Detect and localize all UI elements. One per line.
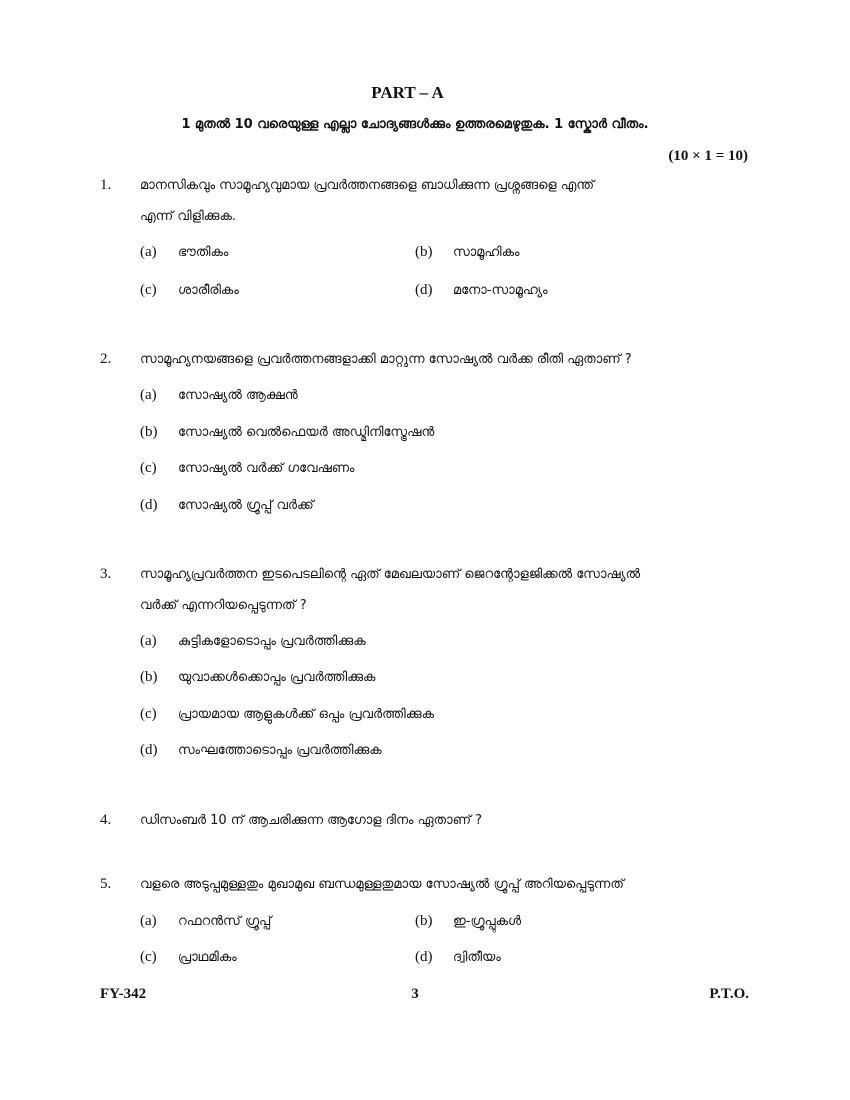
question-text-line: മാനസികവും സാമൂഹ്യവുമായ പ്രവർത്തനങ്ങളെ ബാധിക്കുന്ന പ്രശ്നങ്ങളെ എന്ത് [140, 178, 595, 193]
option-label: (b) [140, 424, 158, 440]
option-label: (d) [140, 742, 158, 758]
option-text: സാമൂഹികം [453, 245, 520, 260]
option-label: (d) [415, 282, 433, 298]
option-label: (d) [415, 949, 433, 965]
option-label: (c) [140, 706, 157, 722]
option-label: (c) [140, 949, 157, 965]
please-turn-over: P.T.O. [709, 986, 749, 1002]
option-label: (b) [415, 913, 433, 929]
option-text: റഫറൻസ് ഗ്രൂപ്പ് [178, 914, 272, 929]
question-number: 3. [100, 566, 112, 582]
option-label: (d) [140, 497, 158, 513]
question-text-line: സാമൂഹ്യനയങ്ങളെ പ്രവർത്തനങ്ങളാക്കി മാറ്റുന്ന സോഷ്യൽ വർക്ക രീതി ഏതാണ് ? [140, 352, 632, 367]
option-text: പ്രായമായ ആളുകൾക്ക് ഒപ്പം പ്രവർത്തിക്കുക [178, 707, 434, 722]
option-text: ശാരീരികം [178, 283, 239, 298]
option-label: (a) [140, 913, 157, 929]
question-text-line: വർക്ക് എന്നറിയപ്പെടുന്നത് ? [140, 598, 307, 613]
option-text: സംഘത്തോടൊപ്പം പ്രവർത്തിക്കുക [178, 743, 382, 758]
question-number: 4. [100, 812, 112, 828]
option-label: (a) [140, 244, 157, 260]
question-text-line: സാമൂഹ്യപ്രവർത്തന ഇടപെടലിന്റെ ഏത് മേഖലയാണ് ജെറന്റോളജിക്കൽ സോഷ്യൽ [140, 567, 641, 582]
option-text: ദ്വിതീയം [453, 950, 501, 965]
option-text: കുട്ടികളോടൊപ്പം പ്രവർത്തിക്കുക [178, 634, 366, 649]
option-label: (c) [140, 460, 157, 476]
option-text: സോഷ്യൽ ഗ്രൂപ്പ് വർക്ക് [178, 498, 314, 513]
paper-code: FY-342 [100, 986, 147, 1002]
option-text: സോഷ്യൽ ആക്ഷൻ [178, 388, 298, 403]
option-text: സോഷ്യൽ വർക്ക് ഗവേഷണം [178, 461, 355, 476]
question-text-line: വളരെ അടുപ്പമുള്ളതും മുഖാമുഖ ബന്ധമുള്ളതുമായ സോഷ്യൽ ഗ്രൂപ്പ് അറിയപ്പെടുന്നത് [140, 877, 624, 892]
option-text: ഇ-ഗ്രൂപ്പുകൾ [453, 914, 522, 929]
question-text-line: എന്ന് വിളിക്കുക. [140, 209, 237, 224]
question-number: 1. [100, 177, 112, 193]
option-label: (b) [140, 669, 158, 685]
option-text: സോഷ്യൽ വെൽഫെയർ അഡ്മിനിസ്ട്രേഷൻ [178, 425, 435, 440]
option-label: (b) [415, 244, 433, 260]
page-number: 3 [411, 986, 419, 1002]
option-text: പ്രാഥമികം [178, 950, 237, 965]
question-number: 5. [100, 876, 112, 892]
option-text: മനോ-സാമൂഹ്യം [453, 283, 548, 298]
part-title: PART – A [371, 83, 444, 102]
question-text-line: ഡിസംബർ 10 ന് ആചരിക്കുന്ന ആഗോള ദിനം ഏതാണ് ? [140, 813, 483, 828]
option-label: (c) [140, 282, 157, 298]
marks-allocation: (10 × 1 = 10) [668, 148, 748, 164]
option-text: യുവാക്കൾക്കൊപ്പം പ്രവർത്തിക്കുക [178, 670, 376, 685]
option-label: (a) [140, 633, 157, 649]
section-instruction: 1 മുതൽ 10 വരെയുള്ള എല്ലാ ചോദ്യങ്ങൾക്കും ഉത്തരമെഴുതുക. 1 സ്കോർ വീതം. [181, 117, 649, 132]
option-label: (a) [140, 387, 157, 403]
question-number: 2. [100, 351, 112, 367]
option-text: ഭൗതികം [178, 245, 229, 260]
